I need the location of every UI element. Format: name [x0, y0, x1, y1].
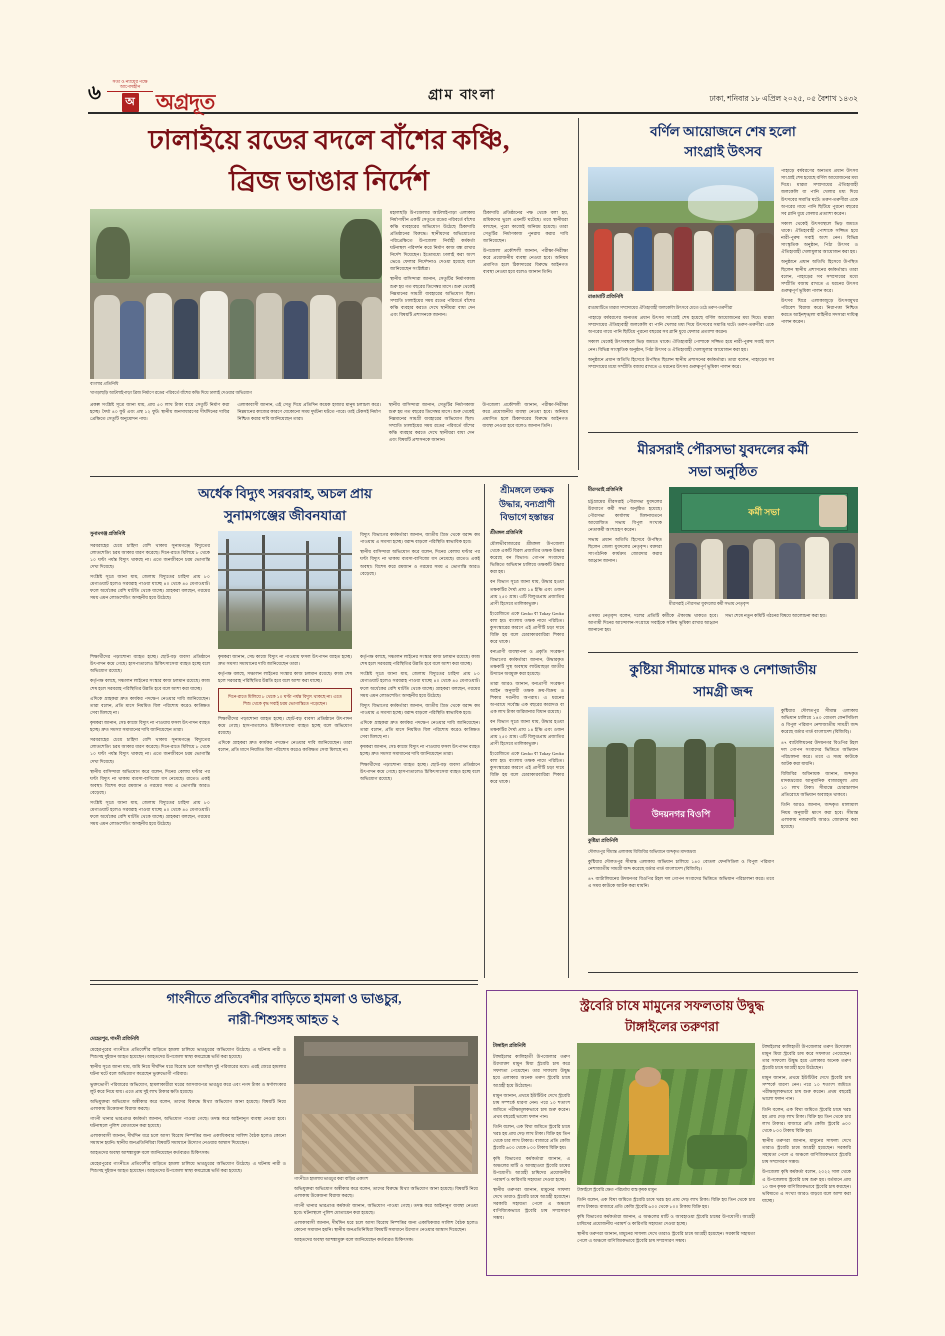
- lead-col4: [237, 401, 380, 447]
- strawberry-col3-p2: মামুন জানান, প্রথমে ইউটিউব দেখে স্ট্রবেরি চাষ সম্পর্কে ধারণা নেন। পরে ১০ শতাংশ জমিতে পরীক্ষামূলকভাবে চাষ শুরু করেন। প্রথম বছরেই ভালো ফলন পান।: [762, 1075, 851, 1102]
- lead-col6: [482, 401, 568, 447]
- strawberry-byline: টাঙ্গাইল প্রতিনিধি: [493, 1043, 526, 1049]
- bgb-right-p1: কুষ্টিয়ার দৌলতপুর সীমান্ত এলাকায় অভিযান চালিয়ে ১৪০ বোতল ফেনসিডিল ও বিপুল পরিমাণ নেশাজাতীয় সামগ্রী জব্দ করেছে বর্ডার গার্ড বাংলাদেশ (বিজিবি)।: [781, 708, 858, 735]
- bgb-headline-line2: সামগ্রী জব্দ: [693, 683, 753, 699]
- bgb-headline-line1: কুষ্টিয়া সীমান্তে মাদক ও নেশাজাতীয়: [629, 662, 817, 677]
- power-story: [90, 484, 480, 831]
- jubodal-col-b1: [588, 612, 718, 636]
- strawberry-headline-line1: স্ট্রবেরি চাষে মামুনের সফলতায় উদ্বুদ্ধ: [579, 998, 765, 1013]
- bgb-right-p3: বিজিবির অধিনায়ক জানান, জব্দকৃত মাদকদ্রব্যের আনুমানিক বাজারমূল্য প্রায় ১০ লাখ টাকা। সীমান্তে চোরাচালান প্রতিরোধে অভিযান অব্যাহত থাকবে।: [781, 771, 858, 798]
- jubodal-banner-text: কর্মী সভা: [748, 507, 780, 518]
- bgb-col-under: [588, 858, 774, 889]
- lead-story: [90, 122, 568, 446]
- sangrai-under-p2: সকাল থেকেই উৎসবস্থলে ভিড় জমতে থাকে। ঐতিহ্যবাহী পোশাকে সজ্জিত হয়ে নারী-পুরুষ সবাই অংশ নেন। বিভিন্ন সাংস্কৃতিক অনুষ্ঠান, পিঠা উৎসব ও ঐতিহ্যবাহী খেলাধুলার আয়োজন করা হয়।: [588, 339, 774, 352]
- lead-col3: [90, 401, 229, 447]
- attack-col1-p2: স্থানীয় সূত্রে জানা যায়, জমি নিয়ে দীর্ঘদিন ধরে বিরোধ চলে আসছিল দুই পরিবারের মধ্যে। এরই জেরে হামলার ঘটনা ঘটে বলে অভিযোগ করেছেন ভুক্তভোগী পরিবার।: [90, 1064, 286, 1077]
- strawberry-col1-p5: স্থানীয় তরুণরা জানান, মামুনের সাফল্য দেখে তারাও স্ট্রবেরি চাষে আগ্রহী হয়েছেন। সরকারি সহায়তা পেলে এ অঞ্চলে বাণিজ্যিকভাবে স্ট্রবেরি চাষ সম্প্রসারণ সম্ভব।: [493, 1186, 571, 1221]
- rule-lead-bottom: [90, 476, 578, 477]
- jubodal-headline-line2: সভা অনুষ্ঠিত: [688, 463, 758, 479]
- lead-headline-line1: ঢালাইয়ে রডের বদলে বাঁশের কঞ্চি,: [148, 125, 510, 155]
- power-col2-p1: বিদ্যুৎ বিভাগের কর্মকর্তারা জানান, জাতীয় গ্রিড থেকে বরাদ্দ কম পাওয়ায় এ সমস্যা হচ্ছে। বরাদ্দ বাড়লে পরিস্থিতি স্বাভাবিক হবে।: [360, 532, 480, 545]
- lead-col5: [389, 401, 475, 447]
- jubodal-byline: মীরসরাই প্রতিনিধি: [588, 488, 623, 494]
- sangrai-caption: রাঙামাটিতে মারমা সম্প্রদায়ের ঐতিহ্যবাহী জলকেলি উৎসবে মেতে ওঠে তরুণ-তরুণীরা: [588, 305, 733, 311]
- gecko-p4: বন্যপ্রাণী ব্যবস্থাপনা ও প্রকৃতি সংরক্ষণ বিভাগের কর্মকর্তারা জানান, উদ্ধারকৃত তক্ষকটি সুস্থ অবস্থায় লাউয়াছড়া জাতীয় উদ্যানে অবমুক্ত করা হয়েছে।: [490, 649, 564, 676]
- strawberry-headline-line2: টাঙ্গাইলের তরুণরা: [625, 1018, 719, 1034]
- masthead-left: [88, 78, 215, 115]
- power-col4-p3: শিক্ষার্থীদের পড়াশোনা ব্যাহত হচ্ছে। ছোট-বড় ব্যবসা প্রতিষ্ঠানে উৎপাদন কমে গেছে। হাসপাতালেও চিকিৎসাসেবা ব্যাহত হচ্ছে বলে অভিযোগ রয়েছে।: [218, 715, 352, 736]
- page-number: ৬: [88, 82, 102, 105]
- gecko-headline-line3: বিভাগে হস্তান্তর: [500, 512, 554, 522]
- jubodal-left-p2: সভায় প্রধান অতিথি হিসেবে উপস্থিত ছিলেন জেলা যুবদলের নেতৃবৃন্দ। বক্তারা সাংগঠনিক কার্যক্রম জোরদার করার আহ্বান জানান।: [588, 537, 662, 564]
- strawberry-col1-p4: কৃষি বিভাগের কর্মকর্তারা জানান, এ অঞ্চলের মাটি ও আবহাওয়া স্ট্রবেরি চাষের উপযোগী। আগ্রহী চাষিদের প্রয়োজনীয় পরামর্শ ও কারিগরি সহায়তা দেওয়া হচ্ছে।: [493, 1155, 571, 1182]
- lead-col1-p2: স্থানীয় বাসিন্দারা জানান, সেতুটির নির্মাণকাজ শুরু হয় গত বছরের ডিসেম্বর মাসে। শুরু থেকেই নিম্নমানের সামগ্রী ব্যবহারের অভিযোগ ছিল। সম্প্রতি ঢালাইয়ের সময় রডের পরিবর্তে বাঁশের কঞ্চি ব্যবহার করতে দেখে স্থানীয়রা বাধা দেন এবং বিষয়টি প্রশাসনকে জানান।: [390, 276, 475, 318]
- power-col3-p4: কৃষকরা জানান, সেচ কাজে বিদ্যুৎ না পাওয়ায় ফসল উৎপাদন ব্যাহত হচ্ছে। দ্রুত সমস্যা সমাধানের দাবি জানিয়েছেন তারা।: [90, 720, 210, 733]
- bgb-story: [588, 660, 858, 893]
- sangrai-photo: [588, 167, 774, 291]
- rule-bottom-left-2: [90, 984, 478, 985]
- attack-photo: [294, 1036, 478, 1174]
- bgb-col-right: [781, 707, 858, 892]
- jubodal-story: [588, 440, 858, 636]
- strawberry-col2-p3: স্থানীয় তরুণরা জানান, মামুনের সাফল্য দেখে তারাও স্ট্রবেরি চাষে আগ্রহী হয়েছেন। সরকারি সহায়তা পেলে এ অঞ্চলে বাণিজ্যিকভাবে স্ট্রবেরি চাষ সম্প্রসারণ সম্ভব।: [577, 1231, 756, 1244]
- lead-col2-p2: উপজেলা প্রকৌশলী জানান, পরীক্ষা-নিরীক্ষা করে প্রয়োজনীয় ব্যবস্থা নেওয়া হবে। অনিয়ম প্রমাণিত হলে ঠিকাদারের বিরুদ্ধে আইনগত ব্যবস্থা নেওয়া হবে বলেও জানান তিনি।: [483, 248, 568, 275]
- power-col1: [90, 531, 210, 649]
- jubodal-left-p1: চট্টগ্রামের মীরসরাই পৌরসভা যুবদলের উদ্যোগে কর্মী সভা অনুষ্ঠিত হয়েছে। পৌরসভা কার্যালয় মিলনায়তনে আয়োজিত সভায় বিপুল সংখ্যক নেতাকর্মী অংশগ্রহণ করেন।: [588, 498, 662, 532]
- attack-byline: মেহেরপুর, গাংনী প্রতিনিধি: [90, 1036, 139, 1042]
- power-col4: [218, 653, 352, 830]
- attack-headline-line1: গাংনীতে প্রতিবেশীর বাড়িতে হামলা ও ভাঙচুর,: [166, 991, 402, 1006]
- strawberry-col3-p5: উপজেলা কৃষি কর্মকর্তা বলেন, ২০২২ সাল থেকে এ উপজেলায় স্ট্রবেরি চাষ শুরু হয়। বর্তমানে প্রায় ১০ জন কৃষক বাণিজ্যিকভাবে স্ট্রবেরি চাষ করছেন। ভবিষ্যতে এ সংখ্যা আরও বাড়বে বলে আশা করা যাচ্ছে।: [762, 1169, 851, 1203]
- attack-col1-p5: গাংনী থানার ভারপ্রাপ্ত কর্মকর্তা জানান, অভিযোগ পাওয়া গেছে। তদন্ত করে আইনানুগ ব্যবস্থা নেওয়া হবে। ঘটনাস্থলে পুলিশ মোতায়েন করা হয়েছে।: [90, 1115, 286, 1129]
- lead-photo-caption2: খাগড়াছড়ি আটলাইপাড়া ব্রিজ নির্মাণে রডের পরিবর্তে বাঁশের কঞ্চি দিয়ে ঢালাই দেওয়ার অভিযোগ: [90, 389, 252, 395]
- strawberry-story: [486, 990, 858, 1276]
- attack-col1-p7: আহতদের অবস্থা আশঙ্কামুক্ত বলে জানিয়েছেন কর্তব্যরত চিকিৎসক।: [90, 1150, 210, 1156]
- attack-col1-p8: মেহেরপুরের গাংনীতে প্রতিবেশীর বাড়িতে হামলা চালিয়ে ভাঙচুরের অভিযোগ উঠেছে। এ ঘটনায় নারী ও শিশুসহ দুইজন আহত হয়েছেন। আহতদের উপজেলা স্বাস্থ্য কমপ্লেক্সে ভর্তি করা হয়েছে।: [90, 1160, 286, 1173]
- attack-headline-line2: নারী-শিশুসহ আহত ২: [228, 1011, 340, 1027]
- sangrai-col-right: [781, 167, 858, 373]
- logo-slogan: সত্য ও ন্যায়ের পক্ষে আপোষহীন: [107, 79, 153, 92]
- bgb-photo-label: উদয়নগর বিওপি: [651, 809, 711, 820]
- strawberry-col2-p2: কৃষি বিভাগের কর্মকর্তারা জানান, এ অঞ্চলের মাটি ও আবহাওয়া স্ট্রবেরি চাষের উপযোগী। আগ্রহী চাষিদের প্রয়োজনীয় পরামর্শ ও কারিগরি সহায়তা দেওয়া হচ্ছে।: [577, 1213, 756, 1227]
- attack-col2-p2: গাংনী থানার ভারপ্রাপ্ত কর্মকর্তা জানান, অভিযোগ পাওয়া গেছে। তদন্ত করে আইনানুগ ব্যবস্থা নেওয়া হবে। ঘটনাস্থলে পুলিশ মোতায়েন করা হয়েছে।: [294, 1202, 478, 1216]
- bgb-under-p2: ৪৭ ব্যাটালিয়নের উদয়নগর বিওপির টহল দল গোপন সংবাদের ভিত্তিতে অভিযান পরিচালনা করে। তবে এ সময় কাউকে আটক করা যায়নি।: [588, 876, 774, 889]
- jubodal-headline-line1: মীরসরাই পৌরসভা যুবদলের কর্মী: [637, 442, 809, 457]
- sangrai-headline-line2: সাংগ্রাই উৎসব: [684, 143, 762, 159]
- gecko-headline-line1: শ্রীমঙ্গলে তক্ষক: [500, 485, 554, 495]
- bgb-caption: দৌলতপুর সীমান্ত এলাকায় বিজিবির অভিযানে জব্দকৃত মাদকদ্রব্য: [588, 849, 696, 855]
- strawberry-col2: [577, 1196, 755, 1245]
- power-col3-p3: এদিকে গ্রাহকরা দ্রুত কার্যকর পদক্ষেপ নেওয়ার দাবি জানিয়েছেন। তারা বলেন, প্রতি মাসে নিয়মিত বিল পরিশোধ করেও কাঙ্ক্ষিত সেবা মিলছে না।: [90, 695, 210, 715]
- strawberry-col1: [493, 1043, 570, 1248]
- attack-col1-p4: অভিযুক্তরা অভিযোগ অস্বীকার করে বলেন, তাদের বিরুদ্ধে মিথ্যা অভিযোগ আনা হয়েছে। বিষয়টি নিয়ে এলাকায় উত্তেজনা বিরাজ করছে।: [90, 1098, 286, 1111]
- lead-col4-p1: এলাকাবাসী জানান, এই সেতু দিয়ে প্রতিদিন কয়েক হাজার মানুষ চলাচল করে। নিম্নমানের কাজের কারণে যেকোনো সময় দুর্ঘটনা ঘটতে পারে। তাই টেকসই নির্মাণ নিশ্চিত করার দাবি জানিয়েছেন তারা।: [237, 401, 381, 421]
- power-col3-p7: সংশ্লিষ্ট সূত্রে জানা যায়, জেলায় বিদ্যুতের চাহিদা প্রায় ৮০ মেগাওয়াট হলেও সরবরাহ পাওয়া যাচ্ছে ৪০ থেকে ৪৫ মেগাওয়াট। ফলে অর্ধেকের বেশি ঘাটতি থেকে যাচ্ছে। গ্রাহকরা বলছেন, গরমের সময় এমন লোডশেডিং অসহনীয় হয়ে উঠেছে।: [90, 800, 210, 827]
- jubodal-col-left: [588, 487, 662, 610]
- power-col1-p1: সরবরাহের চেয়ে চাহিদা বেশি থাকায় সুনামগঞ্জে বিদ্যুতের লোডশেডিং চরম আকার ধারণ করেছে। দিনে-রাতে মিলিয়ে ৮ থেকে ১০ ঘণ্টা পর্যন্ত বিদ্যুৎ থাকছে না। এতে জনজীবনে চরম ভোগান্তি দেখা দিয়েছে।: [90, 542, 210, 569]
- lead-col2-p1: ঠিকাদারি প্রতিষ্ঠানের পক্ষ থেকে বলা হয়, শ্রমিকদের ভুলে এমনটি ঘটেছে। তবে স্থানীয়রা বলছেন, পুরো কাজেই অনিয়ম হয়েছে। তারা সেতুটির নির্মাণকাজ পুনরায় করার দাবি জানিয়েছেন।: [483, 209, 568, 243]
- power-col5-p2: সংশ্লিষ্ট সূত্রে জানা যায়, জেলায় বিদ্যুতের চাহিদা প্রায় ৮০ মেগাওয়াট হলেও সরবরাহ পাওয়া যাচ্ছে ৪০ থেকে ৪৫ মেগাওয়াট। ফলে অর্ধেকের বেশি ঘাটতি থেকে যাচ্ছে। গ্রাহকরা বলছেন, গরমের সময় এমন লোডশেডিং অসহনীয় হয়ে উঠেছে।: [360, 671, 480, 698]
- bgb-under-p1: কুষ্টিয়ার দৌলতপুর সীমান্ত এলাকায় অভিযান চালিয়ে ১৪০ বোতল ফেনসিডিল ও বিপুল পরিমাণ নেশাজাতীয় সামগ্রী জব্দ করেছে বর্ডার গার্ড বাংলাদেশ (বিজিবি)।: [588, 859, 774, 872]
- power-col3-p1: শিক্ষার্থীদের পড়াশোনা ব্যাহত হচ্ছে। ছোট-বড় ব্যবসা প্রতিষ্ঠানে উৎপাদন কমে গেছে। হাসপাতালেও চিকিৎসাসেবা ব্যাহত হচ্ছে বলে অভিযোগ রয়েছে।: [90, 654, 210, 674]
- sangrai-right-p2: সকাল থেকেই উৎসবস্থলে ভিড় জমতে থাকে। ঐতিহ্যবাহী পোশাকে সজ্জিত হয়ে নারী-পুরুষ সবাই অংশ নেন। বিভিন্ন সাংস্কৃতিক অনুষ্ঠান, পিঠা উৎসব ও ঐতিহ্যবাহী খেলাধুলার আয়োজন করা হয়।: [781, 220, 858, 255]
- strawberry-col1-p1: টাঙ্গাইলের কালিহাতী উপজেলার তরুণ উদ্যোক্তা মামুন মিয়া স্ট্রবেরি চাষ করে সফলতা পেয়েছেন। তার সাফল্যে উদ্বুদ্ধ হয়ে এলাকার অনেক তরুণ স্ট্রবেরি চাষে আগ্রহী হয়ে উঠেছেন।: [493, 1054, 571, 1088]
- gecko-p1: মৌলভীবাজারের শ্রীমঙ্গল উপজেলা থেকে একটি বিরল প্রজাতির তক্ষক উদ্ধার করেছে বন বিভাগ। গোপন সংবাদের ভিত্তিতে অভিযান চালিয়ে তক্ষকটি উদ্ধার করা হয়।: [490, 540, 564, 575]
- bgb-right-p4: তিনি আরও জানান, জব্দকৃত মালামাল নিয়ম অনুযায়ী ধ্বংস করা হবে। সীমান্ত এলাকায় নজরদারি আরও জোরদার করা হয়েছে।: [781, 802, 858, 829]
- power-col2: [360, 531, 480, 649]
- rule-jubodal-bottom: [588, 652, 858, 653]
- section-title: গ্রাম বাংলা: [428, 88, 497, 103]
- attack-col1-p1: মেহেরপুরের গাংনীতে প্রতিবেশীর বাড়িতে হামলা চালিয়ে ভাঙচুরের অভিযোগ উঠেছে। এ ঘটনায় নারী ও শিশুসহ দুইজন আহত হয়েছেন। আহতদের উপজেলা স্বাস্থ্য কমপ্লেক্সে ভর্তি করা হয়েছে।: [90, 1047, 286, 1060]
- rule-sangrai-bottom: [588, 432, 858, 433]
- sangrai-headline-line1: বর্ণিল আয়োজনে শেষ হলো: [650, 124, 796, 139]
- gecko-p3: ইংরেজিতে একে Gecko বা Tokay Gecko বলা হয়। বাংলায় তক্ষক নামে পরিচিত। কুসংস্কারের কারণে এই প্রাণীটি চড়া দামে বিক্রি হয় বলে চোরাকারবারিরা শিকার করে থাকে।: [490, 610, 564, 645]
- gecko-headline-line2: উদ্ধার, বন্যপ্রাণী: [498, 498, 555, 509]
- strawberry-col1-p2: মামুন জানান, প্রথমে ইউটিউব দেখে স্ট্রবেরি চাষ সম্পর্কে ধারণা নেন। পরে ১০ শতাংশ জমিতে পরীক্ষামূলকভাবে চাষ শুরু করেন। প্রথম বছরেই ভালো ফলন পান।: [493, 1092, 571, 1119]
- power-byline: সুনামগঞ্জ প্রতিনিধি: [90, 532, 126, 538]
- lead-headline-line2: ব্রিজ ভাঙার নির্দেশ: [229, 166, 429, 197]
- attack-col2-p3: এলাকাবাসী জানান, দীর্ঘদিন ধরে চলে আসা বিরোধ নিষ্পত্তির জন্য একাধিকবার সালিশ বৈঠক হলেও কোনো সমাধান হয়নি। স্থানীয় জনপ্রতিনিধিরা বিষয়টি সমাধানে উদ্যোগ নেওয়ার আশ্বাস দিয়েছেন।: [294, 1220, 478, 1233]
- bgb-photo: [588, 707, 774, 835]
- jubodal-caption: মীরসরাই পৌরসভা যুবদলের কর্মী সভায় নেতৃবৃন্দ: [669, 601, 749, 607]
- sangrai-right-p1: পাহাড়ে বর্ষবরণের অন্যতম প্রধান উৎসব সাংগ্রাই শেষ হয়েছে বর্ণিল আয়োজনের মধ্য দিয়ে। মারমা সম্প্রদায়ের ঐতিহ্যবাহী জলকেলি বা পানি খেলার মধ্য দিয়ে উৎসবের সমাপ্তি ঘটে। তরুণ-তরুণীরা একে অপরের গায়ে পানি ছিটিয়ে পুরনো বছরের সব গ্লানি ধুয়ে ফেলার প্রত্যাশা করেন।: [781, 168, 858, 216]
- sangrai-story: [588, 122, 858, 373]
- bgb-byline: কুষ্টিয়া প্রতিনিধি: [588, 839, 618, 845]
- power-headline-line2: সুনামগঞ্জের জীবনযাত্রা: [223, 507, 347, 523]
- sangrai-col-under: [588, 314, 774, 370]
- power-col2-p2: স্থানীয় বাসিন্দারা অভিযোগ করে বলেন, দিনের বেলায় ঘণ্টার পর ঘণ্টা বিদ্যুৎ না থাকায় ব্যবসা-বাণিজ্যে ধস নেমেছে। রাতেও একই অবস্থা। বিশেষ করে রমজান ও গরমের সময় এ ভোগান্তি আরও বেড়েছে।: [360, 549, 480, 576]
- sangrai-right-p3: অনুষ্ঠানে প্রধান অতিথি হিসেবে উপস্থিত ছিলেন স্থানীয় প্রশাসনের কর্মকর্তারা। তারা বলেন, পাহাড়ের সব সম্প্রদায়ের মধ্যে সম্প্রীতি বজায় রাখতে এ ধরনের উৎসব গুরুত্বপূর্ণ ভূমিকা পালন করে।: [781, 259, 858, 293]
- logo-wordmark: অগ্রদূত: [156, 90, 215, 115]
- power-pullquote: দিনে-রাতে মিলিয়ে ৮ থেকে ১০ ঘণ্টা পর্যন্ত বিদ্যুৎ থাকছে না। এতে শিশু থেকে বৃদ্ধ সবাই চরম ভোগান্তিতে পড়েছেন।: [218, 688, 352, 712]
- power-col5-p4: এদিকে গ্রাহকরা দ্রুত কার্যকর পদক্ষেপ নেওয়ার দাবি জানিয়েছেন। তারা বলেন, প্রতি মাসে নিয়মিত বিল পরিশোধ করেও কাঙ্ক্ষিত সেবা মিলছে না।: [360, 720, 480, 740]
- sangrai-under-p1: পাহাড়ে বর্ষবরণের অন্যতম প্রধান উৎসব সাংগ্রাই শেষ হয়েছে বর্ণিল আয়োজনের মধ্য দিয়ে। মারমা সম্প্রদায়ের ঐতিহ্যবাহী জলকেলি বা পানি খেলার মধ্য দিয়ে উৎসবের সমাপ্তি ঘটে। তরুণ-তরুণীরা একে অপরের গায়ে পানি ছিটিয়ে পুরনো বছরের সব গ্লানি ধুয়ে ফেলার প্রত্যাশা করেন।: [588, 315, 774, 335]
- masthead: [88, 70, 858, 114]
- power-col4-p4: এদিকে গ্রাহকরা দ্রুত কার্যকর পদক্ষেপ নেওয়ার দাবি জানিয়েছেন। তারা বলেন, প্রতি মাসে নিয়মিত বিল পরিশোধ করেও কাঙ্ক্ষিত সেবা মিলছে না।: [218, 740, 352, 753]
- sangrai-byline: রাঙামাটি প্রতিনিধি: [588, 295, 624, 301]
- rule-bottom-left: [90, 980, 478, 981]
- power-col5-p1: কর্তৃপক্ষ বলছে, সঞ্চালন লাইনের সংস্কার কাজ চলমান রয়েছে। কাজ শেষ হলে সরবরাহ পরিস্থিতির উন্নতি হবে বলে আশা করা যাচ্ছে।: [360, 654, 480, 667]
- gecko-p7: ইংরেজিতে একে Gecko বা Tokay Gecko বলা হয়। বাংলায় তক্ষক নামে পরিচিত। কুসংস্কারের কারণে এই প্রাণীটি চড়া দামে বিক্রি হয় বলে চোরাকারবারিরা শিকার করে থাকে।: [490, 750, 564, 785]
- gecko-story: [490, 484, 564, 788]
- attack-col2-p1: অভিযুক্তরা অভিযোগ অস্বীকার করে বলেন, তাদের বিরুদ্ধে মিথ্যা অভিযোগ আনা হয়েছে। বিষয়টি নিয়ে এলাকায় উত্তেজনা বিরাজ করছে।: [294, 1185, 478, 1198]
- strawberry-caption: টাঙ্গাইলে স্ট্রবেরি ক্ষেত পরিচর্যায় ব্যস্ত কৃষক মামুন: [577, 1186, 657, 1192]
- gecko-p6: বন বিভাগ সূত্রে জানা যায়, উদ্ধার হওয়া তক্ষকটির দৈর্ঘ্য প্রায় ১৪ ইঞ্চি এবং ওজন প্রায় ২৫০ গ্রাম। এটি বিলুপ্তপ্রায় প্রজাতির প্রাণী হিসেবে তালিকাভুক্ত।: [490, 719, 564, 746]
- strawberry-col3: [762, 1043, 851, 1248]
- jubodal-b2-p1: সভা শেষে নতুন কমিটি গঠনের বিষয়ে আলোচনা করা হয়।: [725, 613, 827, 619]
- column-divider-2: [484, 484, 485, 978]
- lead-col1: [390, 209, 475, 399]
- strawberry-col3-p3: তিনি বলেন, এক বিঘা জমিতে স্ট্রবেরি চাষে খরচ হয় প্রায় দেড় লাখ টাকা। বিক্রি হয় তিন থেকে চার লাখ টাকার। বাজারে প্রতি কেজি স্ট্রবেরি ৬০০ থেকে ৮০০ টাকায় বিক্রি হয়।: [762, 1106, 851, 1133]
- power-col5-p5: কৃষকরা জানান, সেচ কাজে বিদ্যুৎ না পাওয়ায় ফসল উৎপাদন ব্যাহত হচ্ছে। দ্রুত সমস্যা সমাধানের দাবি জানিয়েছেন তারা।: [360, 744, 480, 757]
- gecko-col: [490, 530, 564, 786]
- lead-col3-p1: প্রকল্প সংশ্লিষ্ট সূত্রে জানা যায়, প্রায় ৫০ লাখ টাকা ব্যয়ে সেতুটি নির্মাণ করা হচ্ছে। দৈর্ঘ্য ৪০ ফুট এবং প্রস্থ ১২ ফুট। স্থানীয় জনসাধারণের দীর্ঘদিনের দাবির প্রেক্ষিতে সেতুটি অনুমোদন পায়।: [90, 401, 230, 421]
- power-col3-p2: কর্তৃপক্ষ বলছে, সঞ্চালন লাইনের সংস্কার কাজ চলমান রয়েছে। কাজ শেষ হলে সরবরাহ পরিস্থিতির উন্নতি হবে বলে আশা করা যাচ্ছে।: [90, 678, 210, 691]
- jubodal-b1-p1: এসময় নেতৃবৃন্দ বলেন, দলের প্রতিটি কর্মীকে ঐক্যবদ্ধ থাকতে হবে। আগামী দিনের আন্দোলন-সংগ্রামে সবাইকে সক্রিয় ভূমিকা রাখার আহ্বান জানানো হয়।: [588, 613, 718, 633]
- power-col3-p5: সরবরাহের চেয়ে চাহিদা বেশি থাকায় সুনামগঞ্জে বিদ্যুতের লোডশেডিং চরম আকার ধারণ করেছে। দিনে-রাতে মিলিয়ে ৮ থেকে ১০ ঘণ্টা পর্যন্ত বিদ্যুৎ থাকছে না। এতে জনজীবনে চরম ভোগান্তি দেখা দিয়েছে।: [90, 737, 210, 764]
- gecko-p2: বন বিভাগ সূত্রে জানা যায়, উদ্ধার হওয়া তক্ষকটির দৈর্ঘ্য প্রায় ১৪ ইঞ্চি এবং ওজন প্রায় ২৫০ গ্রাম। এটি বিলুপ্তপ্রায় প্রজাতির প্রাণী হিসেবে তালিকাভুক্ত।: [490, 579, 564, 606]
- strawberry-col1-p3: তিনি বলেন, এক বিঘা জমিতে স্ট্রবেরি চাষে খরচ হয় প্রায় দেড় লাখ টাকা। বিক্রি হয় তিন থেকে চার লাখ টাকার। বাজারে প্রতি কেজি স্ট্রবেরি ৬০০ থেকে ৮০০ টাকায় বিক্রি হয়।: [493, 1124, 571, 1151]
- lead-col1-p1: মহালছড়ি উপজেলার আটলাইপাড়া এলাকায় নির্মাণাধীন একটি সেতুতে রডের পরিবর্তে বাঁশের কঞ্চি ব্যবহারের অভিযোগ উঠেছে ঠিকাদারি প্রতিষ্ঠানের বিরুদ্ধে। স্থানীয়দের অভিযোগের পরিপ্রেক্ষিতে উপজেলা নির্বাহী কর্মকর্তা ঘটনাস্থল পরিদর্শন করে নির্মাণ কাজ বন্ধ রাখার নির্দেশ দিয়েছেন। ইতোমধ্যে ঢালাই করা অংশ ভেঙে ফেলার নির্দেশনাও দেওয়া হয়েছে বলে জানিয়েছেন সংশ্লিষ্টরা।: [390, 209, 475, 272]
- sangrai-right-p4: উৎসব ঘিরে এলাকাজুড়ে উৎসবমুখর পরিবেশ বিরাজ করে। নিরাপত্তা নিশ্চিত করতে আইনশৃঙ্খলা বাহিনীর সদস্যরা দায়িত্ব পালন করেন।: [781, 297, 858, 325]
- jubodal-photo: [669, 487, 858, 599]
- newspaper-logo[interactable]: [107, 78, 215, 115]
- power-headline-line1: অর্ধেক বিদ্যুৎ সরবরাহ, অচল প্রায়: [198, 486, 372, 501]
- column-divider-1: [578, 118, 579, 470]
- attack-col1-p3: ভুক্তভোগী পরিবারের অভিযোগ, হামলাকারীরা ঘরের আসবাবপত্র ভাঙচুর করে এবং নগদ টাকা ও স্বর্ণালংকার লুট করে নিয়ে যায়। এতে প্রায় দুই লাখ টাকার ক্ষতি হয়েছে।: [90, 1081, 286, 1094]
- power-col1-p2: সংশ্লিষ্ট সূত্রে জানা যায়, জেলায় বিদ্যুতের চাহিদা প্রায় ৮০ মেগাওয়াট হলেও সরবরাহ পাওয়া যাচ্ছে ৪০ থেকে ৪৫ মেগাওয়াট। ফলে অর্ধেকের বেশি ঘাটতি থেকে যাচ্ছে। গ্রাহকরা বলছেন, গরমের সময় এমন লোডশেডিং অসহনীয় হয়ে উঠেছে।: [90, 573, 210, 601]
- strawberry-col3-p4: স্থানীয় তরুণরা জানান, মামুনের সাফল্য দেখে তারাও স্ট্রবেরি চাষে আগ্রহী হয়েছেন। সরকারি সহায়তা পেলে এ অঞ্চলে বাণিজ্যিকভাবে স্ট্রবেরি চাষ সম্প্রসারণ সম্ভব।: [762, 1138, 851, 1165]
- attack-col1-p6: এলাকাবাসী জানান, দীর্ঘদিন ধরে চলে আসা বিরোধ নিষ্পত্তির জন্য একাধিকবার সালিশ বৈঠক হলেও কোনো সমাধান হয়নি। স্থানীয় জনপ্রতিনিধিরা বিষয়টি সমাধানে উদ্যোগ নেওয়ার আশ্বাস দিয়েছেন।: [90, 1133, 286, 1146]
- power-col5-p3: বিদ্যুৎ বিভাগের কর্মকর্তারা জানান, জাতীয় গ্রিড থেকে বরাদ্দ কম পাওয়ায় এ সমস্যা হচ্ছে। বরাদ্দ বাড়লে পরিস্থিতি স্বাভাবিক হবে।: [360, 702, 480, 715]
- strawberry-col3-p1: টাঙ্গাইলের কালিহাতী উপজেলার তরুণ উদ্যোক্তা মামুন মিয়া স্ট্রবেরি চাষ করে সফলতা পেয়েছেন। তার সাফল্যে উদ্বুদ্ধ হয়ে এলাকার অনেক তরুণ স্ট্রবেরি চাষে আগ্রহী হয়ে উঠেছেন।: [762, 1043, 851, 1071]
- attack-caption: গাংনীতে হামলায় ভাঙচুর করা বাড়ির একাংশ: [294, 1175, 369, 1181]
- strawberry-col2-p1: তিনি বলেন, এক বিঘা জমিতে স্ট্রবেরি চাষে খরচ হয় প্রায় দেড় লাখ টাকা। বিক্রি হয় তিন থেকে চার লাখ টাকার। বাজারে প্রতি কেজি স্ট্রবেরি ৬০০ থেকে ৮০০ টাকায় বিক্রি হয়।: [577, 1196, 756, 1209]
- power-col3-p6: স্থানীয় বাসিন্দারা অভিযোগ করে বলেন, দিনের বেলায় ঘণ্টার পর ঘণ্টা বিদ্যুৎ না থাকায় ব্যবসা-বাণিজ্যে ধস নেমেছে। রাতেও একই অবস্থা। বিশেষ করে রমজান ও গরমের সময় এ ভোগান্তি আরও বেড়েছে।: [90, 768, 210, 795]
- lead-col6-p1: উপজেলা প্রকৌশলী জানান, পরীক্ষা-নিরীক্ষা করে প্রয়োজনীয় ব্যবস্থা নেওয়া হবে। অনিয়ম প্রমাণিত হলে ঠিকাদারের বিরুদ্ধে আইনগত ব্যবস্থা নেওয়া হবে বলেও জানান তিনি।: [482, 401, 569, 428]
- power-col3: [90, 653, 210, 830]
- logo-mark-icon: অ: [122, 93, 139, 112]
- attack-col2-p4: আহতদের অবস্থা আশঙ্কামুক্ত বলে জানিয়েছেন কর্তব্যরত চিকিৎসক।: [294, 1237, 414, 1243]
- sangrai-under-p3: অনুষ্ঠানে প্রধান অতিথি হিসেবে উপস্থিত ছিলেন স্থানীয় প্রশাসনের কর্মকর্তারা। তারা বলেন, পাহাড়ের সব সম্প্রদায়ের মধ্যে সম্প্রীতি বজায় রাখতে এ ধরনের উৎসব গুরুত্বপূর্ণ ভূমিকা পালন করে।: [588, 356, 774, 369]
- power-col5-p6: শিক্ষার্থীদের পড়াশোনা ব্যাহত হচ্ছে। ছোট-বড় ব্যবসা প্রতিষ্ঠানে উৎপাদন কমে গেছে। হাসপাতালেও চিকিৎসাসেবা ব্যাহত হচ্ছে বলে অভিযোগ রয়েছে।: [360, 761, 480, 781]
- gecko-byline: শ্রীমঙ্গল প্রতিনিধি: [490, 530, 523, 536]
- jubodal-col-b2: [725, 612, 858, 636]
- power-col4-p1: কৃষকরা জানান, সেচ কাজে বিদ্যুৎ না পাওয়ায় ফসল উৎপাদন ব্যাহত হচ্ছে। দ্রুত সমস্যা সমাধানের দাবি জানিয়েছেন তারা।: [218, 654, 352, 667]
- power-photo: [218, 531, 352, 649]
- power-col4-p2: কর্তৃপক্ষ বলছে, সঞ্চালন লাইনের সংস্কার কাজ চলমান রয়েছে। কাজ শেষ হলে সরবরাহ পরিস্থিতির উন্নতি হবে বলে আশা করা যাচ্ছে।: [218, 671, 352, 684]
- strawberry-photo: [577, 1043, 755, 1185]
- lead-photo-caption: বাংলার প্রতিনিধি: [90, 380, 119, 386]
- gecko-p5: তারা আরও জানান, বন্যপ্রাণী সংরক্ষণ আইন অনুযায়ী তক্ষক ক্রয়-বিক্রয় ও শিকার দণ্ডনীয় অপরাধ। এ ধরনের অপরাধে সর্বোচ্চ এক বছরের কারাদণ্ড বা এক লাখ টাকা জরিমানার বিধান রয়েছে।: [490, 680, 564, 715]
- lead-col5-p1: স্থানীয় বাসিন্দারা জানান, সেতুটির নির্মাণকাজ শুরু হয় গত বছরের ডিসেম্বর মাসে। শুরু থেকেই নিম্নমানের সামগ্রী ব্যবহারের অভিযোগ ছিল। সম্প্রতি ঢালাইয়ের সময় রডের পরিবর্তে বাঁশের কঞ্চি ব্যবহার করতে দেখে স্থানীয়রা বাধা দেন এবং বিষয়টি প্রশাসনকে জানান।: [388, 401, 475, 443]
- rule-bottom-right: [588, 972, 858, 973]
- attack-story: [90, 990, 478, 1246]
- lead-col2: [483, 209, 568, 399]
- lead-photo: [90, 209, 382, 379]
- bgb-right-p2: ৪৭ ব্যাটালিয়নের উদয়নগর বিওপির টহল দল গোপন সংবাদের ভিত্তিতে অভিযান পরিচালনা করে। তবে এ সময় কাউকে আটক করা যায়নি।: [781, 739, 858, 766]
- date-line: ঢাকা, শনিবার ১৮ এপ্রিল ২০২৫, ০৫ বৈশাখ ১৪৩২: [709, 94, 858, 103]
- attack-col2: [294, 1185, 478, 1244]
- column-divider-3: [568, 484, 569, 978]
- attack-col1: [90, 1036, 286, 1247]
- power-col5: [360, 653, 480, 830]
